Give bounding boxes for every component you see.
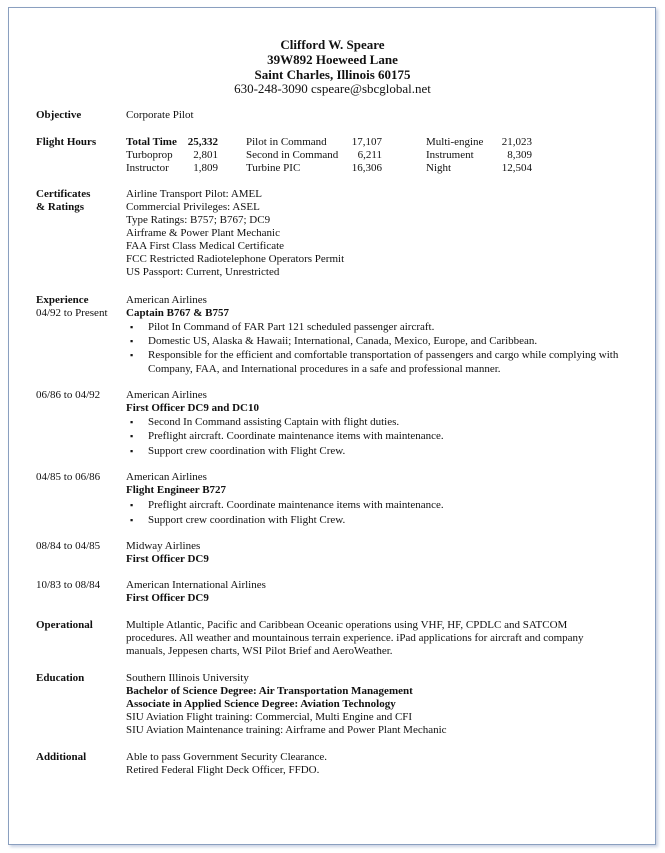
objective-value: Corporate Pilot xyxy=(126,109,194,121)
certificate-item: Airline Transport Pilot: AMEL xyxy=(126,188,262,200)
bullet-icon: ▪ xyxy=(130,322,134,332)
city-state-zip: Saint Charles, Illinois 60175 xyxy=(254,67,411,82)
bullet-icon: ▪ xyxy=(130,446,134,456)
hours-name: Multi-engine xyxy=(426,136,484,148)
job-title: Flight Engineer B727 xyxy=(126,484,227,496)
hours-name: Turboprop xyxy=(126,149,173,161)
hours-value: 17,107 xyxy=(351,136,382,148)
additional-line: Able to pass Government Security Clearance. xyxy=(126,751,327,763)
operational-line: procedures. All weather and mountainous terrain experience. iPad applications for aircraft and company xyxy=(126,632,584,644)
experience-label: Experience xyxy=(36,294,89,306)
flight-hours-label: Flight Hours xyxy=(36,136,97,148)
hours-value: 16,306 xyxy=(351,162,382,174)
hours-name: Instructor xyxy=(126,162,169,174)
bullet-icon: ▪ xyxy=(130,336,134,346)
job-company: Midway Airlines xyxy=(126,540,201,552)
certificate-item: FCC Restricted Radiotelephone Operators Permit xyxy=(126,253,345,265)
education-label: Education xyxy=(36,672,85,684)
hours-value: 1,809 xyxy=(193,162,218,174)
bullet-icon: ▪ xyxy=(130,350,134,360)
operational-line: manuals, Jeppesen charts, WSI Pilot Brief and AeroWeather. xyxy=(126,645,393,657)
certificate-item: Type Ratings: B757; B767; DC9 xyxy=(126,214,271,226)
job-company: American Airlines xyxy=(126,389,207,401)
degree-bachelor: Bachelor of Science Degree: Air Transportation Management xyxy=(126,685,413,697)
certificates-label: Certificates xyxy=(36,188,91,200)
certificate-item: Airframe & Power Plant Mechanic xyxy=(126,227,280,239)
hours-value: 2,801 xyxy=(193,149,218,161)
job-dates: 08/84 to 04/85 xyxy=(36,540,101,552)
hours-name: Second in Command xyxy=(246,149,339,161)
training-flight: SIU Aviation Flight training: Commercial, Multi Engine and CFI xyxy=(126,711,413,723)
hours-name: Night xyxy=(426,162,452,174)
job-bullet: Support crew coordination with Flight Crew. xyxy=(148,514,346,526)
contact-info: 630-248-3090 cspeare@sbcglobal.net xyxy=(234,81,431,96)
school-name: Southern Illinois University xyxy=(126,672,249,684)
ratings-label: & Ratings xyxy=(36,201,84,213)
hours-name: Instrument xyxy=(426,149,474,161)
job-bullet: Responsible for the efficient and comfortable transportation of passengers and cargo while complying with Company, FAA, and International procedures in a safe and professional manner. xyxy=(148,349,619,375)
job-bullet: Pilot In Command of FAR Part 121 scheduled passenger aircraft. xyxy=(148,321,435,333)
job-dates: 06/86 to 04/92 xyxy=(36,389,101,401)
certificate-item: Commercial Privileges: ASEL xyxy=(126,201,260,213)
hours-value: 8,309 xyxy=(507,149,532,161)
hours-value: 12,504 xyxy=(501,162,532,174)
hours-name: Total Time xyxy=(126,136,177,148)
job-bullet: Domestic US, Alaska & Hawaii; International, Canada, Mexico, Europe, and Caribbean. xyxy=(148,335,538,347)
operational-line: Multiple Atlantic, Pacific and Caribbean Oceanic operations using VHF, HF, CPDLC and SATCOM xyxy=(126,619,568,631)
candidate-name: Clifford W. Speare xyxy=(280,37,385,52)
certificate-item: US Passport: Current, Unrestricted xyxy=(126,266,280,278)
hours-value: 6,211 xyxy=(357,149,382,161)
job-title: First Officer DC9 and DC10 xyxy=(126,402,259,414)
bullet-icon: ▪ xyxy=(130,417,134,427)
hours-value: 25,332 xyxy=(187,136,218,148)
additional-label: Additional xyxy=(36,751,87,763)
job-bullet: Preflight aircraft. Coordinate maintenance items with maintenance. xyxy=(148,499,444,511)
job-bullet: Second In Command assisting Captain with flight duties. xyxy=(148,416,400,428)
job-title: First Officer DC9 xyxy=(126,592,209,604)
street-address: 39W892 Hoeweed Lane xyxy=(267,52,398,67)
job-bullet: Support crew coordination with Flight Crew. xyxy=(148,445,346,457)
operational-label: Operational xyxy=(36,619,93,631)
hours-name: Turbine PIC xyxy=(246,162,301,174)
hours-value: 21,023 xyxy=(501,136,532,148)
objective-label: Objective xyxy=(36,109,82,121)
job-company: American Airlines xyxy=(126,471,207,483)
job-company: American Airlines xyxy=(126,294,207,306)
certificate-item: FAA First Class Medical Certificate xyxy=(126,240,285,252)
degree-associate: Associate in Applied Science Degree: Aviation Technology xyxy=(126,698,396,710)
job-title: First Officer DC9 xyxy=(126,553,209,565)
job-bullet: Preflight aircraft. Coordinate maintenance items with maintenance. xyxy=(148,430,444,442)
job-dates: 04/85 to 06/86 xyxy=(36,471,101,483)
job-company: American International Airlines xyxy=(126,579,266,591)
job-dates: 04/92 to Present xyxy=(36,307,108,319)
bullet-icon: ▪ xyxy=(130,500,134,510)
hours-name: Pilot in Command xyxy=(246,136,327,148)
job-title: Captain B767 & B757 xyxy=(126,307,229,319)
bullet-icon: ▪ xyxy=(130,431,134,441)
bullet-icon: ▪ xyxy=(130,515,134,525)
training-maintenance: SIU Aviation Maintenance training: Airframe and Power Plant Mechanic xyxy=(126,724,447,736)
job-dates: 10/83 to 08/84 xyxy=(36,579,101,591)
additional-line: Retired Federal Flight Deck Officer, FFDO. xyxy=(126,764,320,776)
